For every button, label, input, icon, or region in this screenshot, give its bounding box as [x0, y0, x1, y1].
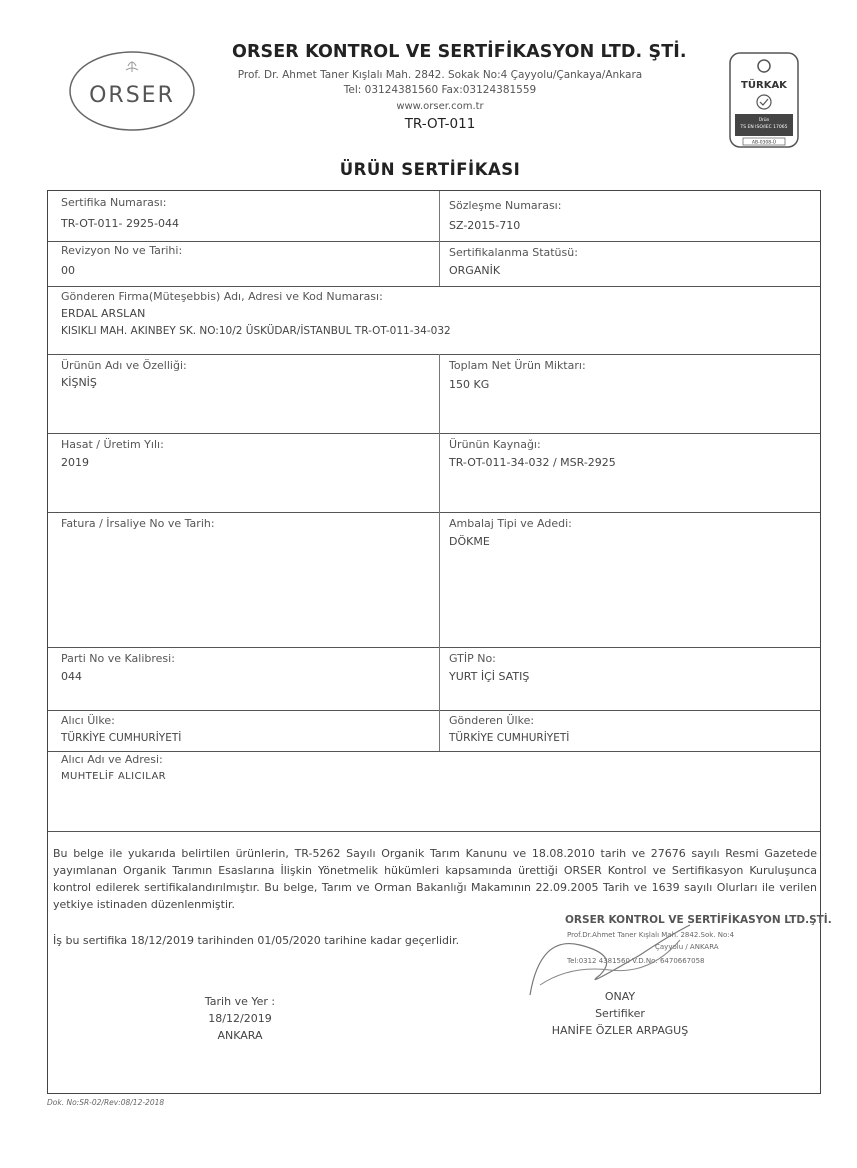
product-value: KİŞNİŞ [61, 376, 97, 389]
turkak-line-3: AB-0308-Ü [751, 140, 777, 146]
package-value: DÖKME [449, 535, 490, 548]
organization-website: www.orser.com.tr [396, 101, 484, 112]
organization-address: Prof. Dr. Ahmet Taner Kışlalı Mah. 2842. Sokak No:4 Çayyolu/Çankaya/Ankara [237, 69, 643, 81]
column-divider [439, 354, 440, 751]
organization-phone-fax: Tel: 03124381560 Fax:03124381559 [343, 84, 537, 96]
cert-no-value: TR-OT-011- 2925-044 [61, 217, 179, 230]
turkak-line-1: Ürün [758, 118, 770, 123]
sender-name: ERDAL ARSLAN [61, 307, 146, 320]
row-divider [48, 710, 820, 711]
row-divider [48, 751, 820, 752]
turkak-accreditation-logo [729, 52, 799, 148]
issue-city: ANKARA [217, 1029, 263, 1042]
harvest-label: Hasat / Üretim Yılı: [61, 438, 164, 451]
lot-value: 044 [61, 670, 82, 683]
issue-date: 18/12/2019 [208, 1012, 272, 1025]
validity-statement: İş bu sertifika 18/12/2019 tarihinden 01/05/2020 tarihine kadar geçerlidir. [53, 934, 460, 947]
sender-country-value: TÜRKİYE CUMHURİYETİ [449, 732, 570, 744]
contract-no-label: Sözleşme Numarası: [449, 199, 562, 212]
revision-value: 00 [61, 264, 75, 277]
net-quantity-value: 150 KG [449, 378, 490, 391]
sender-country-label: Gönderen Ülke: [449, 714, 535, 727]
document-title: ÜRÜN SERTİFİKASI [339, 160, 521, 179]
source-value: TR-OT-011-34-032 / MSR-2925 [449, 456, 616, 469]
signer-role: Sertifiker [595, 1007, 645, 1020]
status-label: Sertifikalanma Statüsü: [449, 246, 578, 259]
buyer-country-label: Alıcı Ülke: [61, 714, 115, 727]
sender-address: KISIKLI MAH. AKINBEY SK. NO:10/2 ÜSKÜDAR/İSTANBUL TR-OT-011-34-032 [61, 325, 451, 337]
organization-name: ORSER KONTROL VE SERTİFİKASYON LTD. ŞTİ. [232, 42, 687, 62]
sender-label: Gönderen Firma(Müteşebbis) Adı, Adresi ve Kod Numarası: [61, 290, 383, 303]
row-divider [48, 286, 820, 287]
stamp-line-3: Çayyolu / ANKARA [655, 943, 719, 951]
gtip-value: YURT İÇİ SATIŞ [449, 670, 530, 683]
net-quantity-label: Toplam Net Ürün Miktarı: [449, 359, 586, 372]
harvest-value: 2019 [61, 456, 89, 469]
revision-label: Revizyon No ve Tarihi: [61, 244, 183, 257]
contract-no-value: SZ-2015-710 [449, 219, 521, 232]
row-divider [48, 433, 820, 434]
column-divider [439, 191, 440, 286]
date-place-label: Tarih ve Yer : [204, 995, 276, 1008]
certification-code: TR-OT-011 [404, 116, 476, 132]
row-divider [48, 512, 820, 513]
status-value: ORGANİK [449, 264, 501, 277]
turkak-line-2: TS EN ISO/IEC 17065 [740, 125, 788, 130]
invoice-label: Fatura / İrsaliye No ve Tarih: [61, 517, 215, 530]
orser-logo [68, 50, 196, 132]
logo-text: ORSER [89, 83, 175, 108]
row-divider [48, 831, 820, 832]
document-number: Dok. No:SR-02/Rev:08/12-2018 [47, 1098, 165, 1107]
source-label: Ürünün Kaynağı: [449, 438, 541, 451]
turkak-label: TÜRKAK [741, 80, 787, 91]
gtip-label: GTİP No: [449, 652, 496, 665]
stamp-line-1: ORSER KONTROL VE SERTİFİKASYON LTD.ŞTİ. [565, 914, 832, 926]
buyer-value: MUHTELİF ALICILAR [61, 771, 167, 782]
package-label: Ambalaj Tipi ve Adedi: [449, 517, 572, 530]
cert-no-label: Sertifika Numarası: [61, 196, 167, 209]
product-label: Ürünün Adı ve Özelliği: [61, 359, 187, 372]
approval-label: ONAY [604, 990, 636, 1003]
stamp-line-4: Tel:0312 4381560 V.D.No: 6470667058 [567, 957, 705, 965]
certification-statement: Bu belge ile yukarıda belirtilen ürünlerin, TR-5262 Sayılı Organik Tarım Kanunu ve 18.08.2010 tarih ve 27676 sayılı Resmi Gazetede yayımlanan Organik Tarımın Esaslarına İlişkin Yönetmelik hükümleri kapsamında ürettiği ORSER Kontrol ve Sertifikasyon Kuruluşunca kontrol edilerek sertifikalandırılmıştır. Bu belge, Tarım ve Orman Bakanlığı Makamının 22.09.2005 Tarih ve 1639 sayılı Olurları ile verilen yetkiye istinaden düzenlenmiştir. [53, 847, 817, 911]
buyer-country-value: TÜRKİYE CUMHURİYETİ [61, 732, 182, 744]
buyer-label: Alıcı Adı ve Adresi: [61, 753, 163, 766]
row-divider [48, 241, 820, 242]
row-divider [48, 647, 820, 648]
stamp-line-2: Prof.Dr.Ahmet Taner Kışlalı Mah. 2842.Sok. No:4 [567, 931, 735, 939]
lot-label: Parti No ve Kalibresi: [61, 652, 175, 665]
signer-name: HANİFE ÖZLER ARPAGUŞ [551, 1024, 689, 1037]
row-divider [48, 354, 820, 355]
